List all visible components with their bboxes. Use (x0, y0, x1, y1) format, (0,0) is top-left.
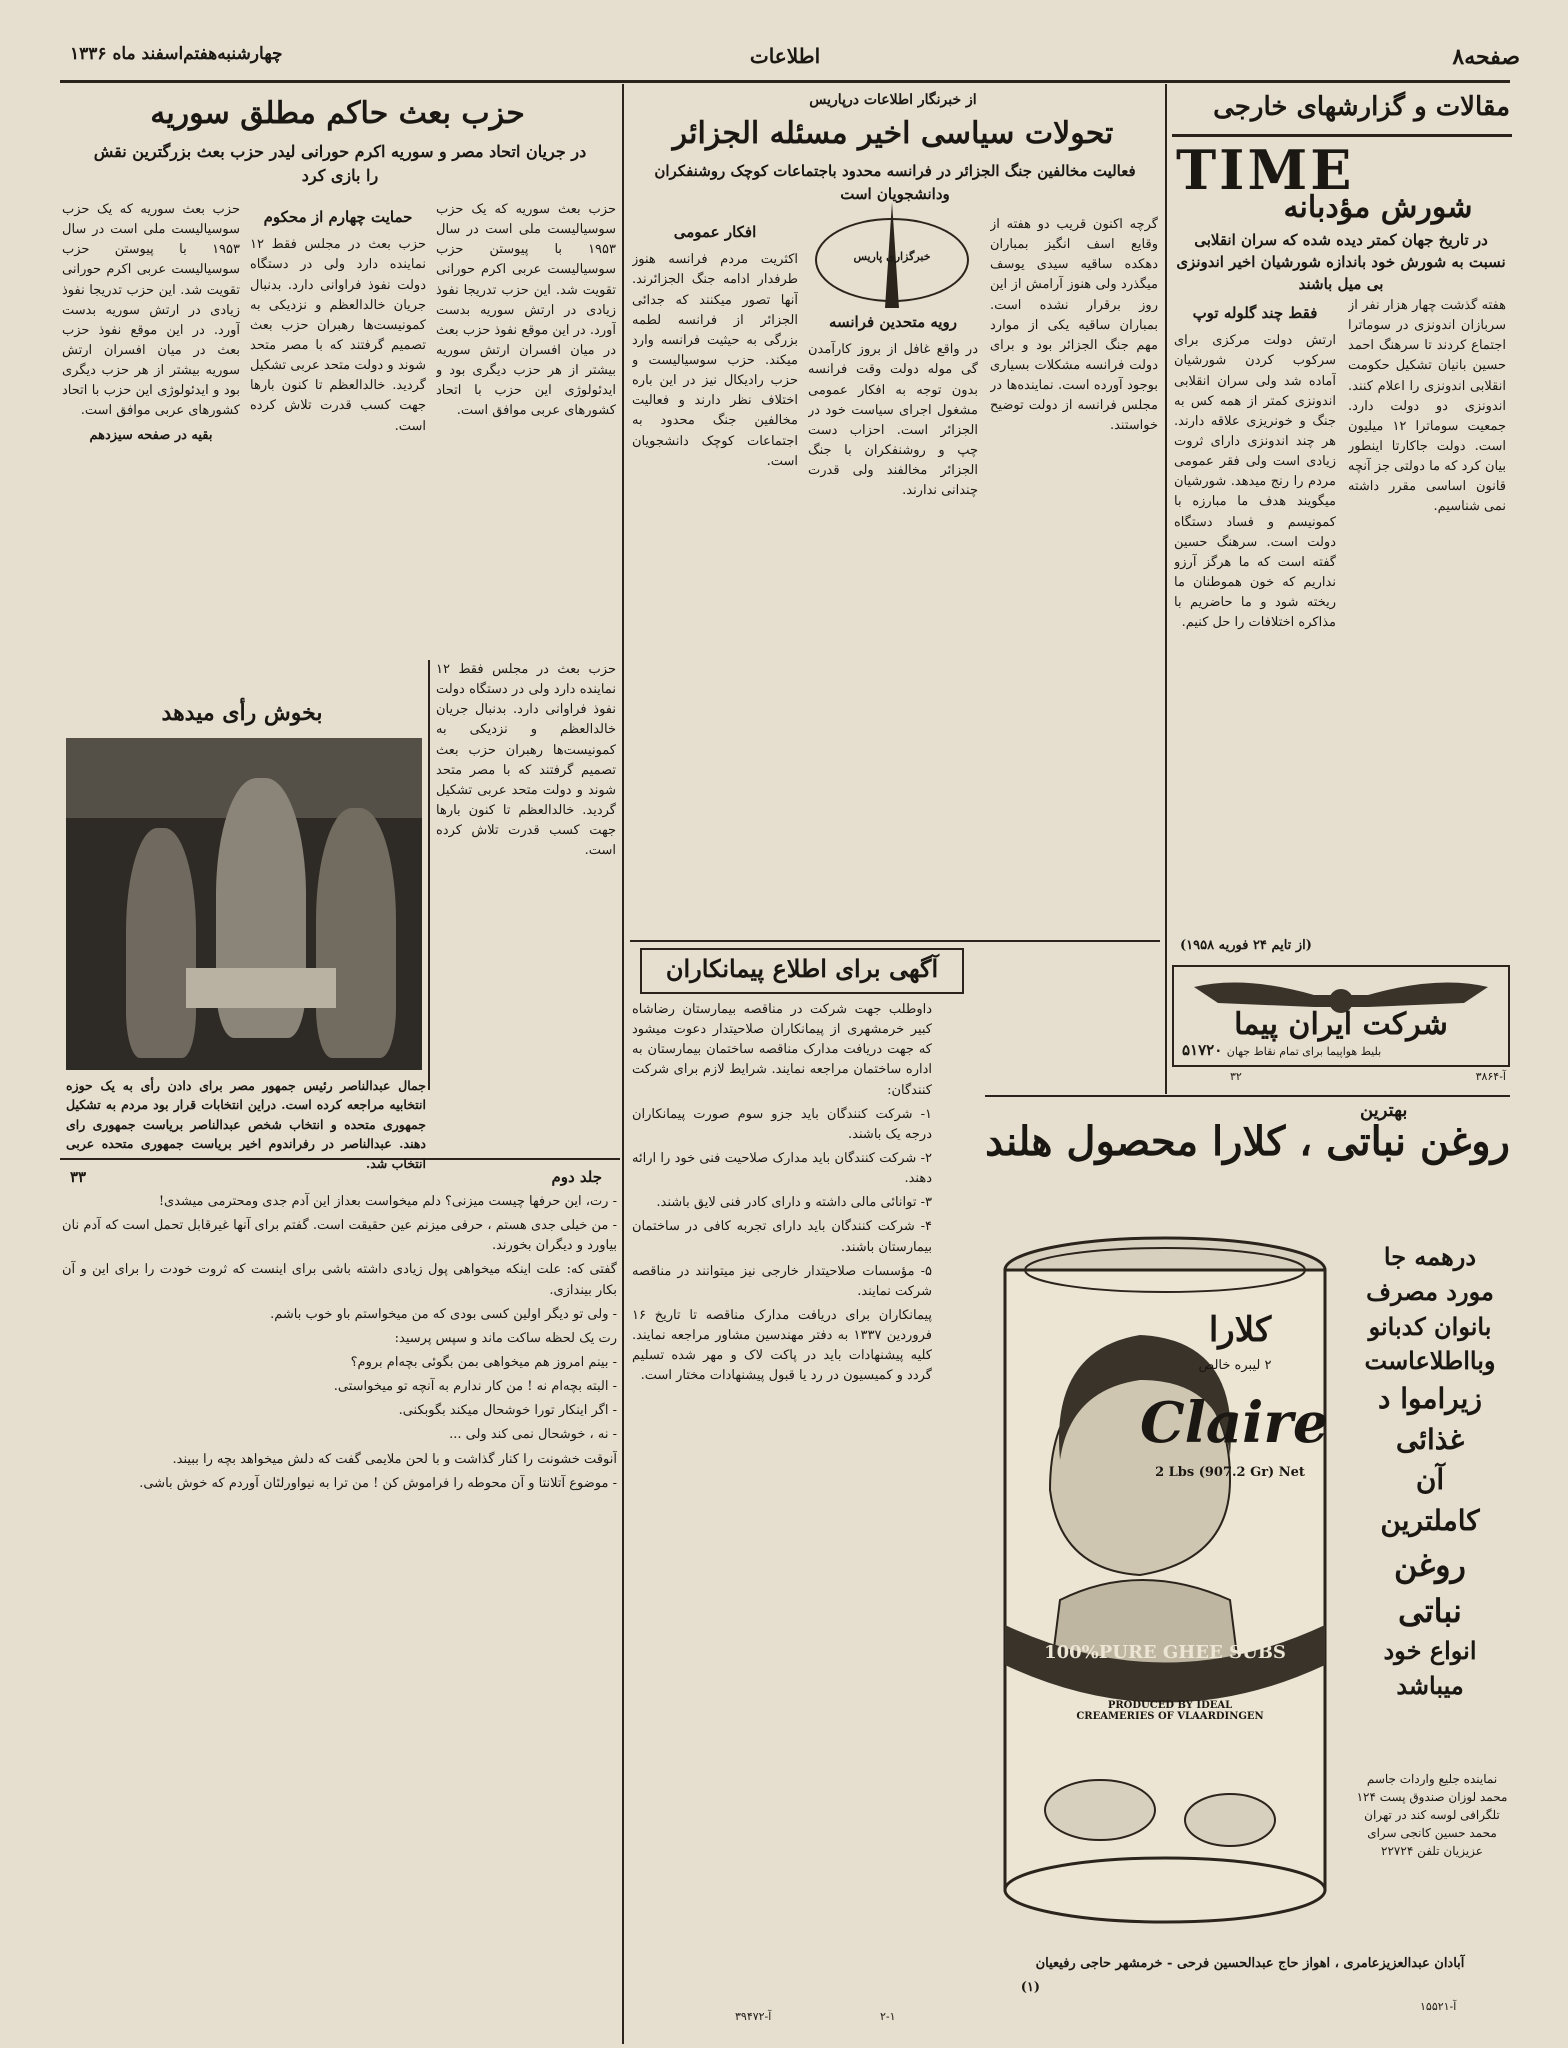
ghee-can-illustration (990, 1230, 1340, 1950)
notice-body (632, 1000, 932, 2000)
story-paragraph: آنوقت خشونت را کنار گذاشت و با لحن ملایمی گفت که دلش میخواهد بچه را ببیند. (172, 1451, 617, 1467)
article-kicker: از خبرنگار اطلاعات درپاریس (809, 92, 977, 108)
ad-footer-number: (۱) (1020, 1980, 1040, 1995)
article-paragraph: حزب بعث در مجلس فقط ۱۲ نماینده دارد ولی در دستگاه دولت نفوذ فراوانی دارد. بدنبال جریان خالدالعظم و نزدیکی به کمونیست‌ها رهبران حزب بعث تصمیم گرفتند که با مصر متحد شوند و دولت متحد عربی تشکیل گردید. خالدالعظم تا کنون بارها جهت کسب قدرت تلاش کرده است. (436, 662, 616, 859)
story-paragraph: گفتی که: علت اینکه میخواهی پول زیادی داشته باشی برای اینست که ثروت خودت را برای این و آن بکار بیندازی. (62, 1262, 617, 1298)
story-paragraph: - ولی تو دیگر اولین کسی بودی که من میخواستم باو خوب باشم. (270, 1306, 617, 1322)
article-subheading: حمایت چهارم از محکوم (263, 208, 413, 226)
can-weight-persian: ۲ لیبره خالص (1198, 1358, 1272, 1373)
article-column-3 (632, 215, 798, 940)
notice-item: ۲- شرکت کنندگان باید مدارک صلاحیت فنی خود را ارائه دهند. (632, 1150, 932, 1187)
notice-item: ۱- شرکت کنندگان باید جزو سوم صورت پیمانکاران درجه یک باشند. (632, 1106, 932, 1142)
article-paragraph: حزب بعث سوریه که یک حزب سوسیالیست ملی است در سال ۱۹۵۳ با پیوستن حزب سوسیالیست عربی اکرم حورانی تقویت شد. این حزب تدریجا نفوذ زیادی در ارتش سوریه بدست آورد. در این موقع نفوذ حزب بعث در میان افسران ارتش سوریه بیشتر از هر حزب دیگری بود و ایدئولوژی این حزب با اتحاد کشورهای عربی موافق است. (436, 202, 616, 419)
story-paragraph: رت یک لحظه ساکت ماند و سپس پرسید: (394, 1330, 617, 1346)
notice-paragraph: داوطلب جهت شرکت در مناقصه بیمارستان رضاشاه کبیر خرمشهری از پیمانکاران صلاحیتدار دعوت میشود که جهت دریافت مدارک مناقصه ساختمان بیمارستان به اداره ساختمان مراجعه نمایند. شرایط لازم برای شرکت کنندگان: (632, 1002, 932, 1098)
notice-title: آگهی برای اطلاع پیمانکاران (665, 954, 939, 983)
paris-correspondent-logo (815, 218, 969, 302)
story-paragraph: - اگر اینکار تورا خوشحال میکند بگوبکنی. (398, 1403, 617, 1419)
airline-ad-phone: ۵۱۷۲۰ (1182, 1041, 1223, 1059)
masthead-rule (60, 80, 1510, 83)
column-rule (1165, 84, 1167, 1094)
article-column-2 (250, 200, 426, 650)
ad-code: آ-۱۵۵۲۱ (1420, 2000, 1457, 2013)
serial-story (62, 1192, 617, 1622)
ad-footer: آبادان عبدالعزیزعامری ، اهواز حاج عبدالحسین فرحی - خرمشهر حاجی رفیعیان (1035, 1956, 1465, 1971)
ad-agent-info: نماینده جلیع واردات جاسم محمد لوزان صندوق پست ۱۲۴ تلگرافی لوسه کند در تهران محمد حسین کانجی سرای عزیزیان تلفن ۲۲۷۲۴ (1356, 1772, 1508, 1858)
ad-side-line: زیراموا د (1377, 1382, 1482, 1416)
ad-side-text (1350, 1240, 1510, 1704)
continued-note: بقیه در صفحه سیزدهم (89, 427, 213, 443)
section-rule (1172, 134, 1512, 137)
section-rule (60, 1158, 620, 1160)
article-column-2 (1174, 296, 1336, 936)
ad-side-line: میباشد (1396, 1671, 1464, 1701)
notice-code: آ-۳۹۴۷۲ (735, 2010, 772, 2023)
article-column-1 (436, 200, 616, 650)
section-rule (985, 1095, 1510, 1097)
news-photo (66, 738, 422, 1070)
notice-title-box (640, 948, 964, 994)
article-paragraph: گرچه اکنون قریب دو هفته از وقایع اسف انگیز بمباران دهکده ساقیه سیدی یوسف میگذرد ولی هنوز آرامش از این روز برقرار نشده است. بمباران ساقیه یکی از موارد مهم جنگ الجزائر بود و برای دولت فرانسه مشکلات بسیاری بوجود آورده است. نماینده‌ها در مجلس فرانسه از دولت توضیح خواستند. (990, 217, 1158, 434)
ad-side-line: مورد مصرف (1366, 1276, 1494, 1306)
article-deck: فعالیت مخالفین جنگ الجزائر در فرانسه محدود باجتماعات کوچک روشنفکران ودانشجویان است (654, 162, 1136, 203)
can-weight: 2 Lbs (907.2 Gr) Net (1155, 1465, 1305, 1480)
article-deck: در جریان اتحاد مصر و سوریه اکرم حورانی لیدر حزب بعث بزرگترین نقش را بازی کرد (93, 142, 587, 185)
can-strip: 100%PURE GHEE SUBS (1044, 1642, 1286, 1663)
ad-number: ۳۲ (1230, 1070, 1242, 1083)
time-logo: TIME (1176, 138, 1355, 202)
airline-ad-name: شرکت ایران پیما (1234, 1007, 1448, 1042)
notice-paragraph: پیمانکاران برای دریافت مدارک مناقصه تا تاریخ ۱۶ فروردین ۱۳۳۷ به دفتر مهندسین مشاور مراجعه نمایند. کلیه پیشنهادات باید در پاکت لاک و مهر شده تسلیم گردد و کمیسیون در رد یا قبول پیشنهادات مختار است. (632, 1307, 932, 1384)
article-paragraph: ارتش دولت مرکزی برای سرکوب کردن شورشیان آماده شد ولی سران انقلابی اندونزی کمتر از همه کس به جنگ و خونریزی علاقه دارند. هر چند اندونزی دارای ثروت زیادی است ولی فقر عمومی مردم را رنج میدهد. شورشیان میگویند هدف ما مبارزه با کمونیسم و فساد دستگاه دولت است. سرهنگ حسین گفته است که ما هرگز آرزو نداریم که خون هموطنان ما ریخته شود و ما حاضریم با مذاکره اختلافات را حل کنیم. (1174, 333, 1336, 631)
ad-side-line: غذائی (1395, 1422, 1465, 1456)
ad-code: آ-۳۸۶۴ (1475, 1070, 1506, 1083)
issue-date: چهارشنبه‌هفتم‌اسفند ماه ۱۳۳۶ (70, 44, 283, 64)
article-subheading: افکار عمومی (673, 223, 757, 241)
story-paragraph: - موضوع آتلانتا و آن محوطه را فراموش کن ! من ترا به نیواورلئان آوردم که خوش باشی. (139, 1475, 617, 1491)
ad-side-line: نباتی (1398, 1591, 1462, 1630)
column-rule (428, 660, 430, 1090)
airline-ad-subtitle: بلیط هواپیما برای تمام نقاط جهان (1226, 1045, 1382, 1058)
can-brand: Claire (1140, 1390, 1329, 1456)
notice-item: ۵- مؤسسات صلاحیتدار خارجی نیز میتوانند در مناقصه شرکت نمایند. (632, 1263, 932, 1299)
ad-headline: روغن نباتی ، کلارا محصول هلند (985, 1118, 1510, 1165)
ad-side-line: درهمه جا (1383, 1242, 1477, 1271)
source-reference: (از تایم ۲۴ فوریه ۱۹۵۸) (1180, 938, 1312, 953)
article-column-2 (808, 305, 978, 940)
ad-side-line: روغن (1394, 1545, 1466, 1584)
ad-side-line: وبااطلاعاست (1364, 1346, 1496, 1376)
article-paragraph: هفته گذشت چهار هزار نفر از سربازان اندونزی در سوماترا اجتماع کردند تا سرهنگ احمد حسین بانیان تشکیل حکومت انقلابی اندونزی را اعلام کنند. اندونزی دو دولت دارد. جمعیت سوماترا ۱۲ میلیون است. دولت جاکارتا اینطور بیان کرد که ما دولتی جز آنچه قانون اساسی مقرر داشته نمی شناسیم. (1348, 298, 1506, 515)
article-deck: در تاریخ جهان کمتر دیده شده که سران انقلابی نسبت به شورش خود باندازه شورشیان اخیر اندونزی بی میل باشند (1176, 231, 1506, 293)
story-paragraph: - البته بچه‌ام نه ! من کار ندارم به آنچه تو میخواستی. (333, 1379, 617, 1395)
photo-title: بخوش رأی میدهد (161, 700, 323, 726)
article-paragraph: حزب بعث سوریه که یک حزب سوسیالیست ملی است در سال ۱۹۵۳ با پیوستن حزب سوسیالیست عربی اکرم حورانی تقویت شد. این حزب تدریجا نفوذ زیادی در ارتش سوریه بدست آورد. در این موقع نفوذ حزب بعث در میان افسران ارتش سوریه بیشتر از هر حزب دیگری بود و ایدئولوژی این حزب با اتحاد کشورهای عربی موافق است. (62, 202, 240, 419)
ad-top-word: بهترین (1360, 1100, 1408, 1121)
story-paragraph: - من خیلی جدی هستم ، حرفی میزنم عین حقیقت است. گفتم برای آنها غیرقابل تحمل است که آدم نان بیاورد و دیگران بخورند. (62, 1218, 617, 1254)
article-continuation (436, 660, 616, 1090)
article-paragraph: حزب بعث در مجلس فقط ۱۲ نماینده دارد ولی در دستگاه دولت نفوذ فراوانی دارد. بدنبال جریان خالدالعظم و نزدیکی به کمونیست‌ها رهبران حزب بعث تصمیم گرفتند که با مصر متحد شوند و دولت متحد عربی تشکیل گردید. خالدالعظم تا کنون بارها جهت کسب قدرت تلاش کرده است. (250, 237, 426, 434)
notice-item: ۴- شرکت کنندگان باید دارای تجربه کافی در ساختمان بیمارستان باشند. (632, 1219, 932, 1255)
article-title: تحولات سیاسی اخیر مسئله الجزائر (672, 116, 1114, 151)
article-column-1 (990, 215, 1158, 940)
article-paragraph: در واقع غافل از بروز کارآمدن گی موله دولت وقت فرانسه بدون توجه به افکار عمومی مشغول اجرای سیاست خود در الجزائر است. احزاب دست چپ و روشنفکران با جنگ الجزائر مخالفند ولی قدرت چندانی ندارند. (808, 342, 978, 499)
logo-text: خبرگزاری پاریس (853, 250, 931, 263)
article-column-3 (62, 200, 240, 680)
serial-volume: جلد دوم (551, 1168, 602, 1186)
article-title: شورش مؤدبانه (1283, 190, 1473, 225)
serial-number: ۳۳ (70, 1168, 87, 1186)
notice-item: ۳- توانائی مالی داشته و دارای کادر فنی لایق باشند. (656, 1195, 932, 1211)
column-rule (622, 84, 624, 2044)
article-paragraph: اکثریت مردم فرانسه هنوز طرفدار ادامه جنگ الجزائرند. آنها تصور میکنند که جدائی الجزائر از فرانسه لطمه بزرگی به حیثیت فرانسه وارد میکند. حزب سوسیالیست و حزب رادیکال نیز در این باره اختلاف نظر دارند و فعالیت مخالفین جنگ محدود به اجتماعات کوچک دانشجویان است. (632, 252, 798, 469)
section-title: مقالات و گزارشهای خارجی (1213, 92, 1510, 122)
can-producer: PRODUCED BY IDEAL CREAMERIES OF VLAARDINGEN (1076, 1700, 1264, 1722)
ad-side-line: بانوان کدبانو (1368, 1311, 1492, 1341)
story-paragraph: - رت، این حرفها چیست میزنی؟ دلم میخواست بعداز این آدم جدی ومحترمی میشدی! (158, 1194, 617, 1209)
article-subheading: فقط چند گلوله توپ (1192, 304, 1318, 322)
article-subheading: رویه متحدین فرانسه (828, 313, 958, 331)
newspaper-name: اطلاعات (749, 44, 821, 68)
story-paragraph: - نه ، خوشحال نمی کند ولی ... (449, 1427, 617, 1443)
page-number: صفحه۸ (1452, 44, 1520, 70)
photo-caption: جمال عبدالناصر رئیس جمهور مصر برای دادن رأی به یک حوزه انتخابیه مراجعه کرده است. دراین انتخابات قرار بود مردم به تشکیل جمهوری متحده و انتخاب شخص عبدالناصر بریاست جمهوری رای دهند. عبدالناصر در رفراندوم اخیر بریاست جمهوری متحده عربی انتخاب شد. (66, 1078, 426, 1171)
article-title: حزب بعث حاکم مطلق سوریه (150, 96, 525, 131)
can-brand-persian: کلارا (1208, 1310, 1272, 1350)
ad-side-line: انواع خود (1383, 1636, 1477, 1666)
section-rule (630, 940, 1160, 942)
article-column-1 (1348, 296, 1506, 936)
notice-number: ۲-۱ (880, 2010, 896, 2023)
ad-side-line: کاملترین (1380, 1503, 1480, 1537)
airline-ad (1172, 965, 1510, 1067)
ad-side-line: آن (1415, 1463, 1445, 1497)
story-paragraph: - بینم امروز هم میخواهی بمن بگوئی بچه‌ام بروم؟ (350, 1354, 617, 1370)
